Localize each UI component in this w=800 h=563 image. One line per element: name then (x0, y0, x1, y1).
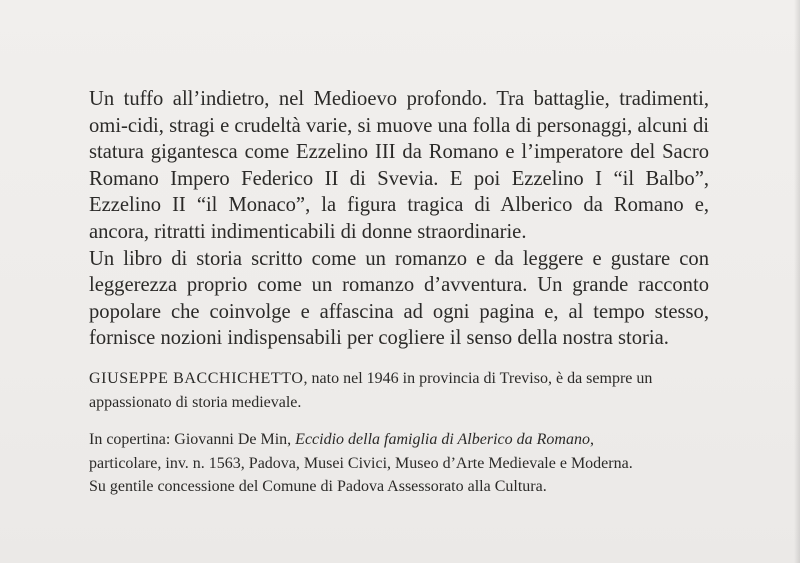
credits-line-3: Su gentile concessione del Comune di Padova Assessorato alla Cultura. (89, 478, 547, 496)
blurb-paragraph-2: Un libro di storia scritto come un romanzo e da leggere e gustare con leggerezza proprio come un romanzo d’avventura. Un grande racconto popolare che coinvolge e affascina ad ogni pagina e, al tempo stesso, fornisce nozioni indispensabili per cogliere il senso della nostra storia. (89, 247, 709, 350)
author-bio: , nato nel 1946 in provincia di Treviso, è da sempre un appassionato di storia medievale. (89, 370, 653, 411)
cover-credits (89, 428, 719, 499)
author-name: GIUSEPPE BACCHICHETTO (89, 370, 304, 387)
page-edge-shadow (794, 0, 800, 563)
credits-prefix: In copertina: Giovanni De Min, (89, 431, 296, 448)
credits-line-1 (89, 428, 719, 452)
artwork-title: Eccidio della famiglia di Alberico da Romano (295, 431, 590, 448)
credits-suffix: , (589, 431, 594, 448)
credits-line-2: particolare, inv. n. 1563, Padova, Musei Civici, Museo d’Arte Medievale e Moderna. (89, 454, 633, 472)
blurb-paragraph-1: Un tuffo all’indietro, nel Medioevo profondo. Tra battaglie, tradimenti, omi-cidi, stragi e crudeltà varie, si muove una folla di personaggi, alcuni di statura gigantesca come Ezzelino III da Romano e l’imperatore del Sacro Romano Impero Federico II di Svevia. E poi Ezzelino I “il Balbo”, Ezzelino II “il Monaco”, la figura tragica di Alberico da Romano e, ancora, ritratti indimenticabili di donne straordinarie. (89, 88, 709, 243)
author-note (89, 367, 719, 415)
book-blurb (89, 86, 709, 352)
